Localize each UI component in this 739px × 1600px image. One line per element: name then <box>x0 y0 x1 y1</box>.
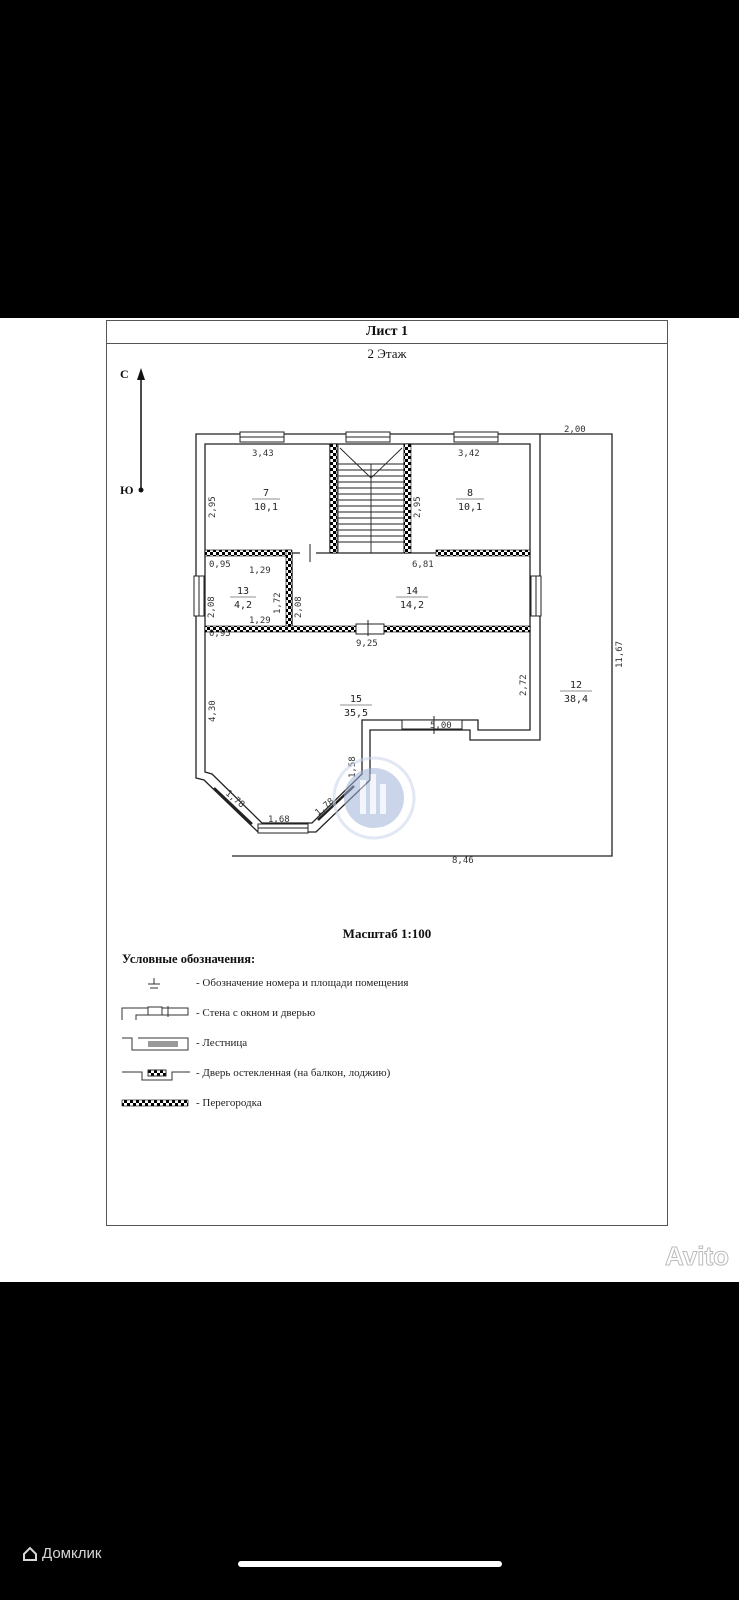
glazed-door-icon <box>118 1064 194 1084</box>
room-area: 10,1 <box>457 502 483 513</box>
legend-item <box>118 1034 538 1054</box>
dimension: 4,30 <box>208 700 218 722</box>
dimension: 2,95 <box>208 496 218 518</box>
legend-item <box>118 1004 538 1024</box>
dimension: 1,68 <box>268 815 290 825</box>
room-number: 7 <box>262 488 270 499</box>
compass-south-label: Ю <box>120 483 134 497</box>
room-area: 38,4 <box>563 694 589 705</box>
dimension: 2,08 <box>294 596 304 618</box>
dimension: 2,08 <box>207 596 217 618</box>
legend-item <box>118 1094 538 1114</box>
home-logo-icon <box>22 1546 38 1562</box>
room-number: 13 <box>236 586 250 597</box>
avito-watermark: Avito <box>664 1241 729 1271</box>
dimension: 1,29 <box>249 616 271 626</box>
room-area: 35,5 <box>343 708 369 719</box>
legend-item-label: - Дверь остекленная (на балкон, лоджию) <box>196 1067 391 1079</box>
dimension: 2,00 <box>564 425 586 435</box>
legend-item-label: - Перегородка <box>196 1097 262 1109</box>
room-number: 15 <box>349 694 363 705</box>
room-number: 12 <box>569 680 583 691</box>
floor-title: 2 Этаж <box>367 346 407 361</box>
room-label-symbol-icon <box>118 974 194 994</box>
dimension: 9,25 <box>356 639 378 649</box>
dimension: 0,95 <box>209 629 231 639</box>
legend-item <box>118 1064 538 1084</box>
legend-item-label: - Лестница <box>196 1037 248 1049</box>
dimension: 2,72 <box>519 674 529 696</box>
dimension: 1,72 <box>273 592 283 614</box>
dimension: 2,95 <box>413 496 423 518</box>
legend-item <box>118 974 538 994</box>
dimension: 1,78 <box>313 796 337 819</box>
dimension: 0,95 <box>209 560 231 570</box>
room-area: 14,2 <box>399 600 425 611</box>
dimension: 1,58 <box>348 756 358 778</box>
wall-window-door-icon <box>118 1004 194 1024</box>
legend <box>106 318 668 1218</box>
dimension: 3,42 <box>458 449 480 459</box>
room-area: 4,2 <box>233 600 253 611</box>
room-number: 14 <box>405 586 419 597</box>
home-indicator[interactable] <box>238 1561 502 1567</box>
room-area: 10,1 <box>253 502 279 513</box>
dimension: 11,67 <box>615 640 625 668</box>
room-number: 8 <box>466 488 474 499</box>
partition-icon <box>118 1094 194 1114</box>
domclick-brand <box>22 1545 101 1562</box>
brand-name: Домклик <box>42 1545 102 1562</box>
stairs-icon <box>118 1034 194 1054</box>
legend-title: Условные обозначения: <box>122 952 256 966</box>
scale-label: Масштаб 1:100 <box>342 926 432 941</box>
compass-north-label: С <box>120 367 129 381</box>
sheet-title: Лист 1 <box>107 321 667 344</box>
legend-item-label: - Обозначение номера и площади помещения <box>196 977 409 989</box>
dimension: 8,46 <box>452 856 474 866</box>
dimension: 3,43 <box>252 449 274 459</box>
dimension: 1,78 <box>223 788 247 811</box>
legend-item-label: - Стена с окном и дверью <box>196 1007 316 1019</box>
document-page <box>0 318 739 1282</box>
dimension: 6,81 <box>412 560 434 570</box>
dimension: 1,29 <box>249 566 271 576</box>
dimension: 5,00 <box>430 721 452 731</box>
